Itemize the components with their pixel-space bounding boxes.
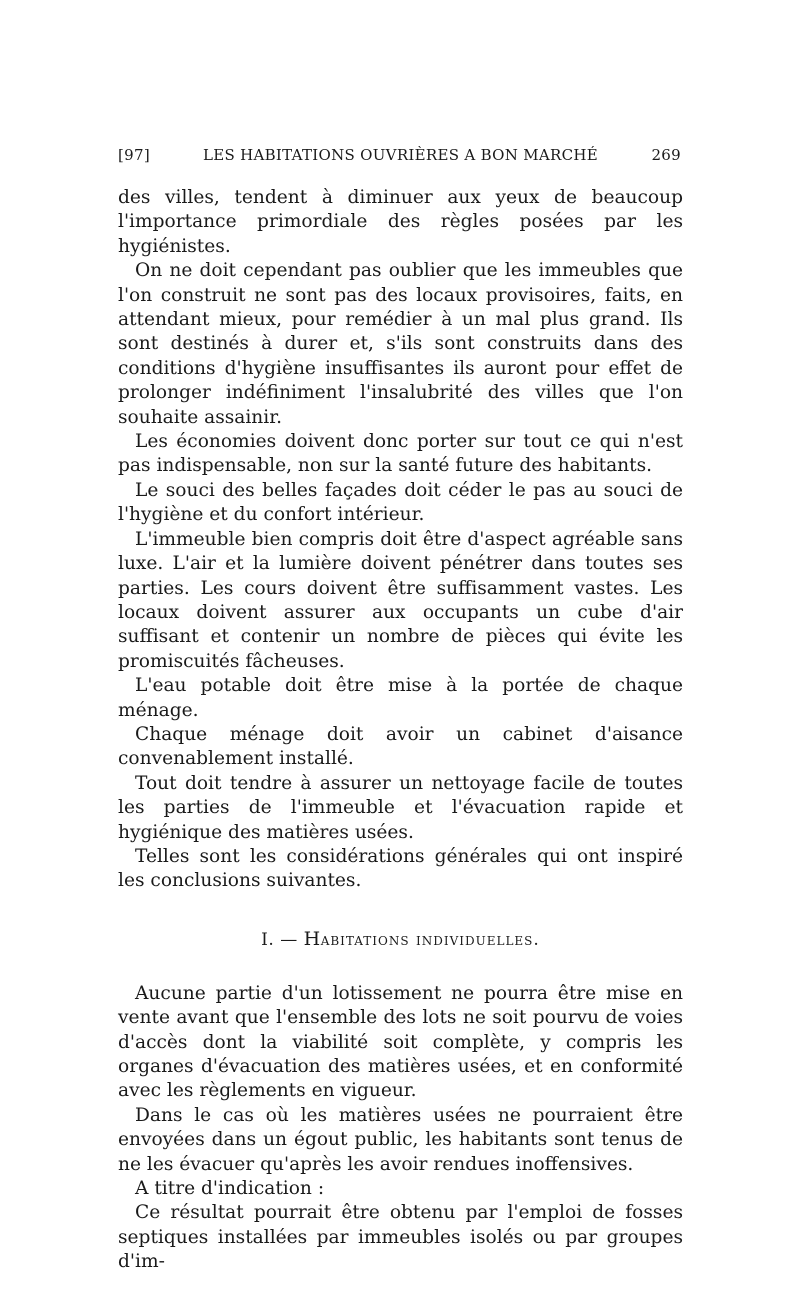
running-header — [118, 146, 683, 170]
book-page — [118, 146, 683, 1275]
section-initial: H — [303, 927, 321, 950]
body-text — [118, 186, 683, 1275]
paragraph: L'eau potable doit être mise à la portée de chaque ménage. — [118, 675, 683, 721]
section-number: I. — — [261, 929, 298, 950]
paragraph: Telles sont les considérations générales qui ont inspiré les conclusions suivantes. — [118, 845, 683, 892]
paragraph: Ce résultat pourrait être obtenu par l'emploi de fosses septiques installées par immeubles isolés ou par groupes d'im- — [118, 1202, 683, 1273]
paragraph: des villes, tendent à diminuer aux yeux de beaucoup l'importance primordiale des règles posées par les hygiénistes. — [118, 187, 683, 257]
section-reference: [97] — [118, 146, 150, 164]
section-title: abitations individuelles. — [320, 929, 540, 950]
paragraph: Chaque ménage doit avoir un cabinet d'aisance convenablement installé. — [118, 723, 683, 770]
section-heading — [118, 928, 683, 950]
paragraph: Dans le cas où les matières usées ne pourraient être envoyées dans un égout public, les habitants sont tenus de ne les évacuer qu'après les avoir rendues inoffensives. — [118, 1104, 683, 1175]
paragraph: Aucune partie d'un lotissement ne pourra être mise en vente avant que l'ensemble des lots ne soit pourvu de voies d'accès dont la viabilité soit complète, y compris les organes d'évacuation des matières usées, et en conformité avec les règlements en vigueur. — [118, 982, 683, 1102]
page-number: 269 — [651, 146, 681, 164]
paragraph: A titre d'indication : — [135, 1178, 325, 1200]
paragraph: Les économies doivent donc porter sur tout ce qui n'est pas indispensable, non sur la santé future des habitants. — [118, 431, 683, 477]
running-title: LES HABITATIONS OUVRIÈRES A BON MARCHÉ — [202, 146, 599, 164]
paragraph: On ne doit cependant pas oublier que les immeubles que l'on construit ne sont pas des locaux provisoires, faits, en attendant mieux, pour remédier à un mal plus grand. Ils sont destinés à durer et, s'ils sont construits dans des conditions d'hygiène insuffisantes ils auront pour effet de prolonger indéfiniment l'insalubrité des villes que l'on souhaite assainir. — [118, 260, 683, 428]
paragraph: Tout doit tendre à assurer un nettoyage facile de toutes les parties de l'immeuble et l'évacuation rapide et hygiénique des matières usées. — [118, 772, 683, 843]
paragraph: Le souci des belles façades doit céder le pas au souci de l'hygiène et du confort intérieur. — [118, 479, 683, 526]
paragraph: L'immeuble bien compris doit être d'aspect agréable sans luxe. L'air et la lumière doivent pénétrer dans toutes ses parties. Les cours doivent être suffisamment vastes. Les locaux doivent assurer aux occupants un cube d'air suffisant et contenir un nombre de pièces qui évite les promiscuités fâcheuses. — [118, 528, 683, 672]
